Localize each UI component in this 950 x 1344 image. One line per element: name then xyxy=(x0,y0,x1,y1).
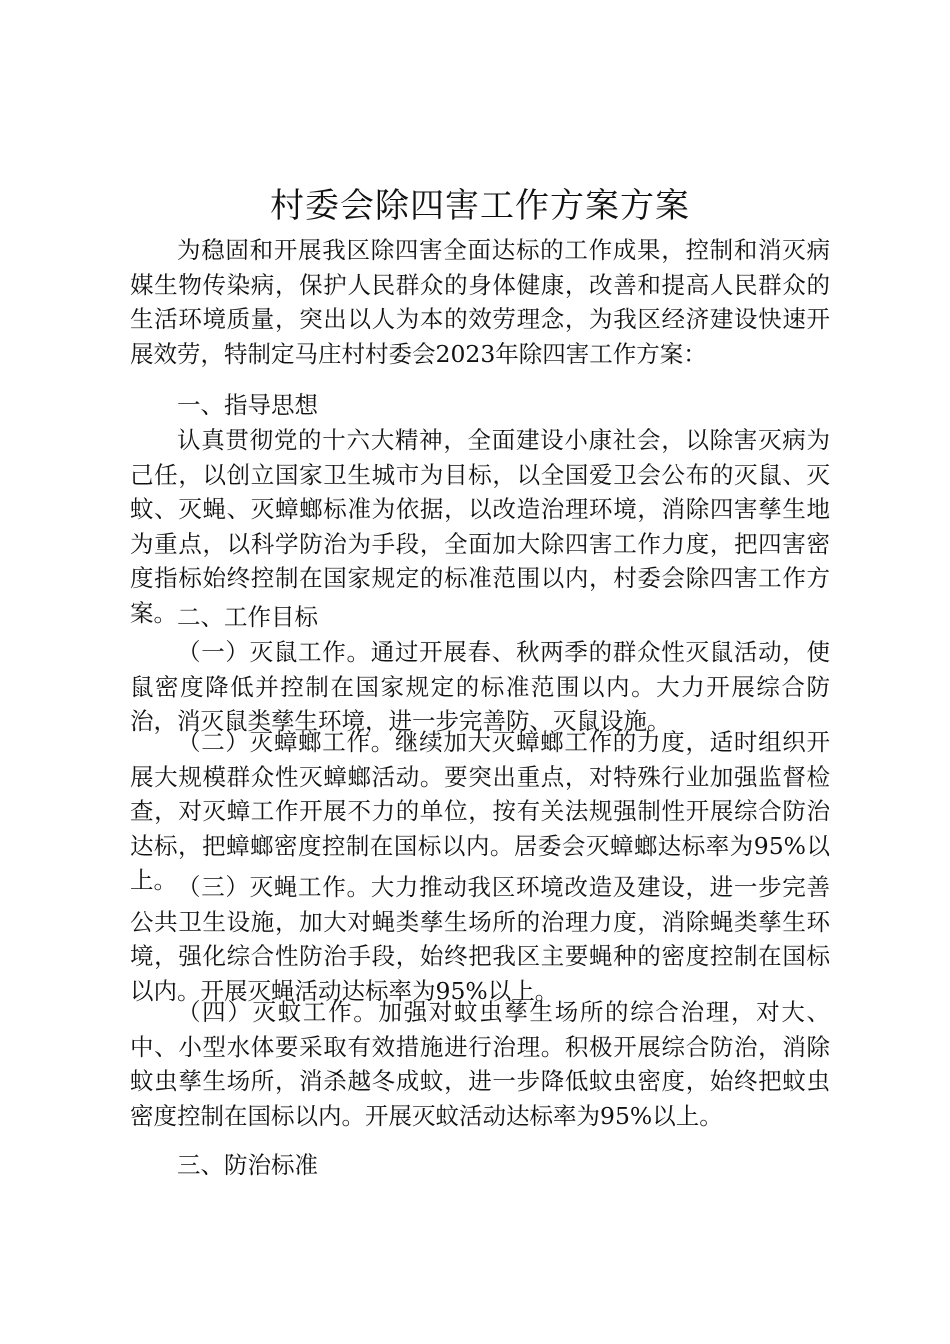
section-heading-guiding-ideology: 一、指导思想 xyxy=(177,391,318,419)
document-title: 村委会除四害工作方案方案 xyxy=(270,186,690,226)
guiding-ideology-paragraph: 认真贯彻党的十六大精神，全面建设小康社会，以除害灭病为己任，以创立国家卫生城市为目标，以全国爱卫会公布的灭鼠、灭蚊、灭蝇、灭蟑螂标准为依据，以改造治理环境，消除四害孳生地为重点，以科学防治为手段，全面加大除四害工作力度，把四害密度指标始终控制在国家规定的标准范围以内，村委会除四害工作方案。 xyxy=(130,426,830,627)
goal-paragraph-rodent: （一）灭鼠工作。通过开展春、秋两季的群众性灭鼠活动，使鼠密度降低并控制在国家规定的标准范围以内。大力开展综合防治，消灭鼠类孳生环境，进一步完善防、灭鼠设施。 xyxy=(130,638,830,735)
section-heading-work-goals: 二、工作目标 xyxy=(177,603,318,631)
goal-paragraph-cockroach: （二）灭蟑螂工作。继续加大灭蟑螂工作的力度，适时组织开展大规模群众性灭蟑螂活动。要突出重点，对特殊行业加强监督检查，对灭蟑工作开展不力的单位，按有关法规强制性开展综合防治达标，把蟑螂密度控制在国标以内。居委会灭蟑螂达标率为95%以上。 xyxy=(130,728,830,894)
goal-paragraph-mosquito: （四）灭蚊工作。加强对蚊虫孳生场所的综合治理，对大、中、小型水体要采取有效措施进行治理。积极开展综合防治，消除蚊虫孳生场所，消杀越冬成蚊，进一步降低蚊虫密度，始终把蚊虫密度控制在国标以内。开展灭蚊活动达标率为95%以上。 xyxy=(130,998,830,1130)
goal-paragraph-fly: （三）灭蝇工作。大力推动我区环境改造及建设，进一步完善公共卫生设施，加大对蝇类孳生场所的治理力度，消除蝇类孳生环境，强化综合性防治手段，始终把我区主要蝇种的密度控制在国标以内。开展灭蝇活动达标率为95%以上。 xyxy=(130,873,830,1005)
intro-paragraph: 为稳固和开展我区除四害全面达标的工作成果，控制和消灭病媒生物传染病，保护人民群众的身体健康，改善和提高人民群众的生活环境质量，突出以人为本的效劳理念，为我区经济建设快速开展效劳，特制定马庄村村委会2023年除四害工作方案： xyxy=(130,236,830,368)
section-heading-control-standards: 三、防治标准 xyxy=(177,1151,318,1179)
